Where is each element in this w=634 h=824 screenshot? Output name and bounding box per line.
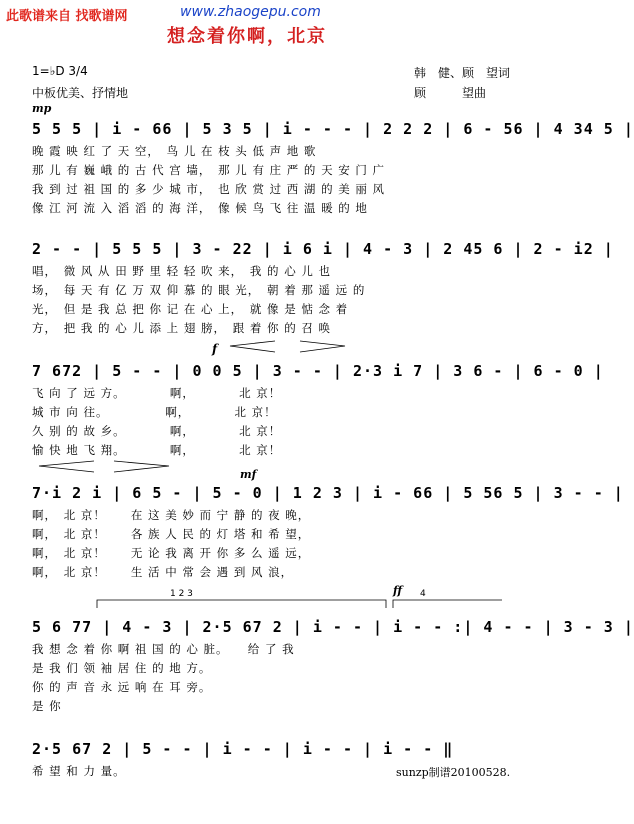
lyric-line-3-2: 城 市 向 往。 啊， 北 京！ [32,405,277,419]
dynamic-f: f [212,342,218,356]
lyric-line-4-4: 啊， 北 京！ 生 活 中 常 会 遇 到 风 浪， [32,565,294,579]
key-signature: 1=♭D 3/4 [32,64,88,78]
dynamic-mp: mp [32,102,52,115]
decrescendo-hairpin [34,460,174,474]
lyric-line-4-3: 啊， 北 京！ 无 论 我 离 开 你 多 么 遥 远， [32,546,311,560]
lyric-line-1-1: 晚 霞 映 红 了 天 空， 鸟 儿 在 枝 头 低 声 地 歌 [32,144,317,158]
lyric-line-2-3: 光， 但 是 我 总 把 你 记 在 心 上， 就 像 是 惦 念 着 [32,302,349,316]
volta-label-1: 1 2 3 [170,589,193,599]
notation-line-3: 7 672 | 5 - - | 0 0 5 | 3 - - | 2·3 i 7 | 3 6 - | 6 - 0 | [32,362,604,380]
lyric-line-5-4: 是 你 [32,699,62,713]
lyric-line-4-2: 啊， 北 京！ 各 族 人 民 的 灯 塔 和 希 望， [32,527,311,541]
composer-credit: 顾 望曲 [414,86,487,100]
notation-line-6: 2·5 67 2 | 5 - - | i - - | i - - | i - - ‖ [32,740,454,758]
lyric-line-3-1: 飞 向 了 远 方。 啊， 北 京！ [32,386,282,400]
dynamic-mf: mf [240,468,257,481]
lyric-line-1-3: 我 到 过 祖 国 的 多 少 城 市， 也 欣 赏 过 西 湖 的 美 丽 风 [32,182,386,196]
lyric-line-2-2: 场， 每 天 有 亿 万 双 仰 慕 的 眼 光， 朝 着 那 遥 远 的 [32,283,366,297]
song-title: 想念着你啊，北京 [167,26,327,47]
tempo-marking: 中板优美、抒情地 [32,86,129,100]
volta-bracket-2 [392,596,512,610]
lyricist-credit: 韩 健、顾 望词 [414,66,511,80]
lyric-line-1-2: 那 儿 有 巍 峨 的 古 代 宫 墙， 那 儿 有 庄 严 的 天 安 门 广 [32,163,386,177]
notation-line-1: 5 5 5 | i - 66 | 5 3 5 | i - - - | 2 2 2 | 6 - 56 | 4 34 5 | [32,120,634,138]
lyric-line-1-4: 像 江 河 流 入 滔 滔 的 海 洋， 像 候 鸟 飞 往 温 暖 的 地 [32,201,368,215]
notation-line-4: 7·i 2 i | 6 5 - | 5 - 0 | 1 2 3 | i - 66 | 5 56 5 | 3 - - | [32,484,624,502]
lyric-line-3-4: 愉 快 地 飞 翔。 啊， 北 京！ [32,443,282,457]
lyric-line-4-1: 啊， 北 京！ 在 这 美 妙 而 宁 静 的 夜 晚， [32,508,311,522]
watermark-site-name: 此歌谱来自 找歌谱网 [6,9,128,24]
notation-line-5: 5 6 77 | 4 - 3 | 2·5 67 2 | i - - | i - - :| 4 - - | 3 - 3 | [32,618,634,636]
lyric-line-2-1: 唱， 微 风 从 田 野 里 轻 轻 吹 来， 我 的 心 儿 也 [32,264,332,278]
crescendo-hairpin [230,340,350,354]
volta-label-2: 4 [420,589,426,599]
volta-bracket-1 [96,596,396,610]
lyric-line-5-2: 是 我 们 领 袖 居 住 的 地 方。 [32,661,212,675]
lyric-line-5-3: 你 的 声 音 永 远 响 在 耳 旁。 [32,680,212,694]
transcriber-credit: sunzp制谱20100528. [396,766,511,779]
notation-line-2: 2 - - | 5 5 5 | 3 - 22 | i 6 i | 4 - 3 | 2 45 6 | 2 - i2 | [32,240,614,258]
lyric-line-6-1: 希 望 和 力 量。 [32,764,126,778]
lyric-line-3-3: 久 别 的 故 乡。 啊， 北 京！ [32,424,282,438]
dynamic-ff: ff [393,584,403,597]
watermark-url[interactable]: www.zhaogepu.com [180,4,321,20]
lyric-line-5-1: 我 想 念 着 你 啊 祖 国 的 心 脏。 给 了 我 [32,642,295,656]
lyric-line-2-4: 方， 把 我 的 心 儿 添 上 翅 膀， 跟 着 你 的 召 唤 [32,321,332,335]
